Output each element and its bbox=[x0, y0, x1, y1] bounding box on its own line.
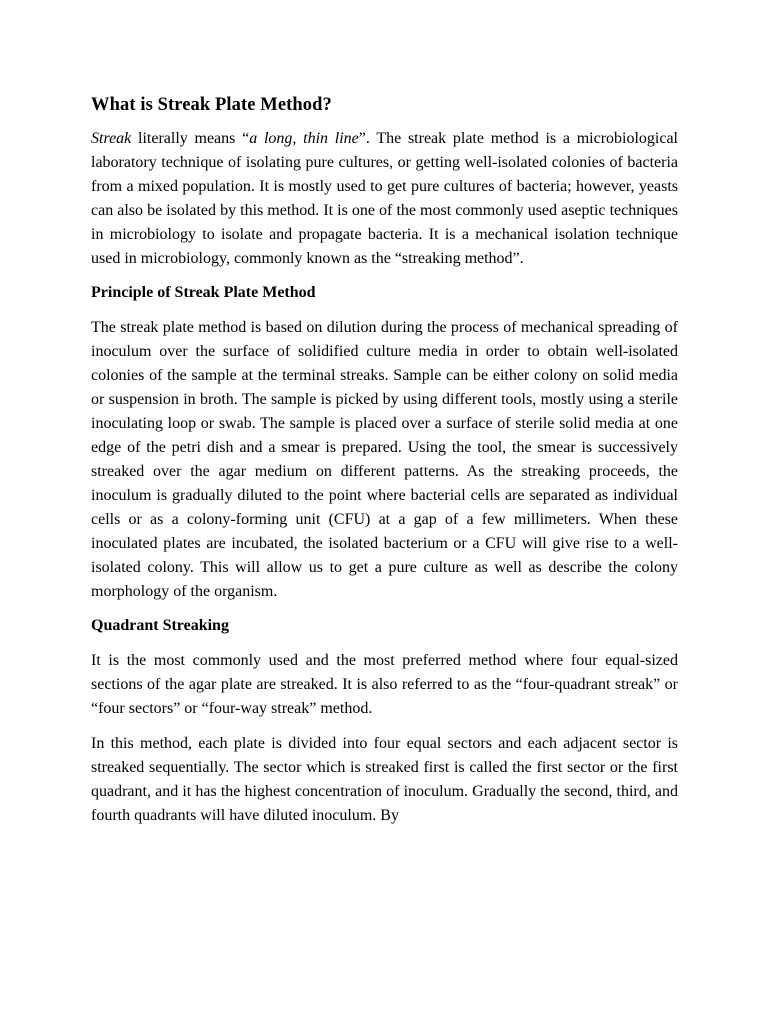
quadrant-paragraph-1: It is the most commonly used and the most preferred method where four equal-sized sections of the agar plate are streaked. It is also referred to as the “four-quadrant streak” or “four sectors” or “four-way streak” method. bbox=[91, 652, 678, 717]
quadrant-heading: Quadrant Streaking bbox=[91, 617, 229, 634]
document-page bbox=[91, 92, 678, 839]
principle-heading: Principle of Streak Plate Method bbox=[91, 284, 316, 301]
principle-paragraph: The streak plate method is based on dilution during the process of mechanical spreading of inoculum over the surface of solidified culture media in order to obtain well-isolated colonies of the sample at the terminal streaks. Sample can be either colony on solid media or suspension in broth. The sample is picked by using different tools, mostly using a sterile inoculating loop or swab. The sample is placed over a surface of sterile solid media at one edge of the petri dish and a smear is prepared. Using the tool, the smear is successively streaked over the agar medium on different patterns. As the streaking proceeds, the inoculum is gradually diluted to the point where bacterial cells are separated as individual cells or as a colony-forming unit (CFU) at a gap of a few millimeters. When these inoculated plates are incubated, the isolated bacterium or a CFU will give rise to a well-isolated colony. This will allow us to get a pure culture as well as describe the colony morphology of the organism. bbox=[91, 319, 678, 600]
page-title: What is Streak Plate Method? bbox=[91, 95, 332, 115]
quadrant-paragraph-2: In this method, each plate is divided into four equal sectors and each adjacent sector is streaked sequentially. The sector which is streaked first is called the first sector or the first quadrant, and it has the highest concentration of inoculum. Gradually the second, third, and fourth quadrants will have diluted inoculum. By bbox=[91, 735, 678, 824]
intro-text-b: ”. The streak plate method is a microbiological laboratory technique of isolating pure cultures, or getting well-isolated colonies of bacteria from a mixed population. It is mostly used to get pure cultures of bacteria; however, yeasts can also be isolated by this method. It is one of the most commonly used aseptic techniques in microbiology to isolate and propagate bacteria. It is a mechanical isolation technique used in microbiology, commonly known as the “streaking method”. bbox=[91, 130, 679, 267]
intro-paragraph bbox=[91, 127, 678, 271]
intro-term: Streak bbox=[91, 130, 132, 147]
intro-quote: a long, thin line bbox=[249, 130, 359, 147]
intro-text-a: literally means “ bbox=[131, 130, 250, 147]
